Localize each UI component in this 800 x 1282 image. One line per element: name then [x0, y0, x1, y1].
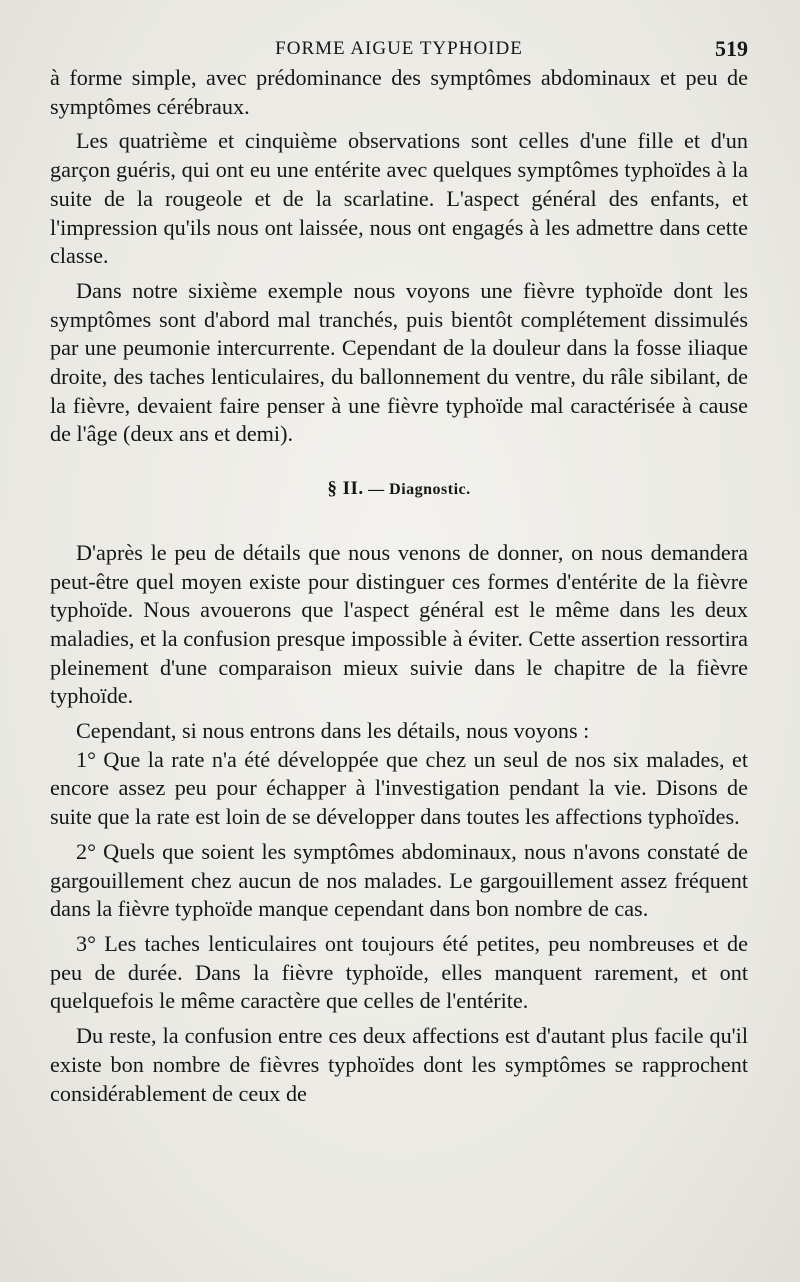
running-header — [50, 34, 748, 64]
list-item: 1° Que la rate n'a été développée que chez un seul de nos six malades, et encore assez peu pour échapper à l'investigation pendant la vie. Disons de suite que la rate est loin de se développer dans toutes les affections typhoïdes. — [50, 746, 748, 830]
section-heading — [50, 475, 748, 505]
paragraph: Du reste, la confusion entre ces deux affections est d'autant plus facile qu'il existe bon nombre de fièvres typhoïdes dont les symptômes se rapprochent considérablement de ceux de — [50, 1023, 748, 1106]
body-text — [50, 64, 748, 1108]
running-title: FORME AIGUE TYPHOIDE — [275, 38, 523, 59]
paragraph: Cependant, si nous entrons dans les détails, nous voyons : — [76, 718, 590, 744]
paragraph: Les quatrième et cinquième observations sont celles d'une fille et d'un garçon guéris, qui ont eu une entérite avec quelques symptômes typhoïdes à la suite de la rougeole et de la scarlatine. L'aspect général des enfants, et l'impression qu'ils nous ont laissée, nous ont engagés à les admettre dans cette classe. — [50, 128, 748, 269]
list-item: 3° Les taches lenticulaires ont toujours été petites, peu nombreuses et de peu de durée. Dans la fièvre typhoïde, elles manquent rarement, et ont quelquefois le même caractère que celles de l'entérite. — [50, 930, 748, 1014]
list-item: 2° Quels que soient les symptômes abdominaux, nous n'avons constaté de gargouillement chez aucun de nos malades. Le gargouillement assez fréquent dans la fièvre typhoïde manque cependant dans bon nombre de cas. — [50, 838, 748, 922]
page-number: 519 — [715, 36, 748, 61]
section-title: — Diagnostic. — [368, 481, 471, 499]
section-number: § II. — [327, 478, 364, 500]
paragraph: Dans notre sixième exemple nous voyons une fièvre typhoïde dont les symptômes sont d'abord mal tranchés, puis bientôt complétement dissimulés par une peumonie intercurrente. Cependant de la douleur dans la fosse iliaque droite, des taches lenticulaires, du ballonnement du ventre, du râle sibilant, de la fièvre, devaient faire penser à une fièvre typhoïde mal caractérisée à cause de l'âge (deux ans et demi). — [50, 277, 748, 447]
paragraph-continuation: à forme simple, avec prédominance des symptômes abdominaux et peu de symptômes cérébraux. — [50, 65, 748, 119]
paragraph: D'après le peu de détails que nous venons de donner, on nous demandera peut-être quel moyen existe pour distinguer ces formes d'entérite de la fièvre typhoïde. Nous avouerons que l'aspect général est le même dans les deux maladies, et la confusion presque impossible à éviter. Cette assertion ressortira pleinement d'une comparaison mieux suivie dans le chapitre de la fièvre typhoïde. — [50, 539, 748, 709]
